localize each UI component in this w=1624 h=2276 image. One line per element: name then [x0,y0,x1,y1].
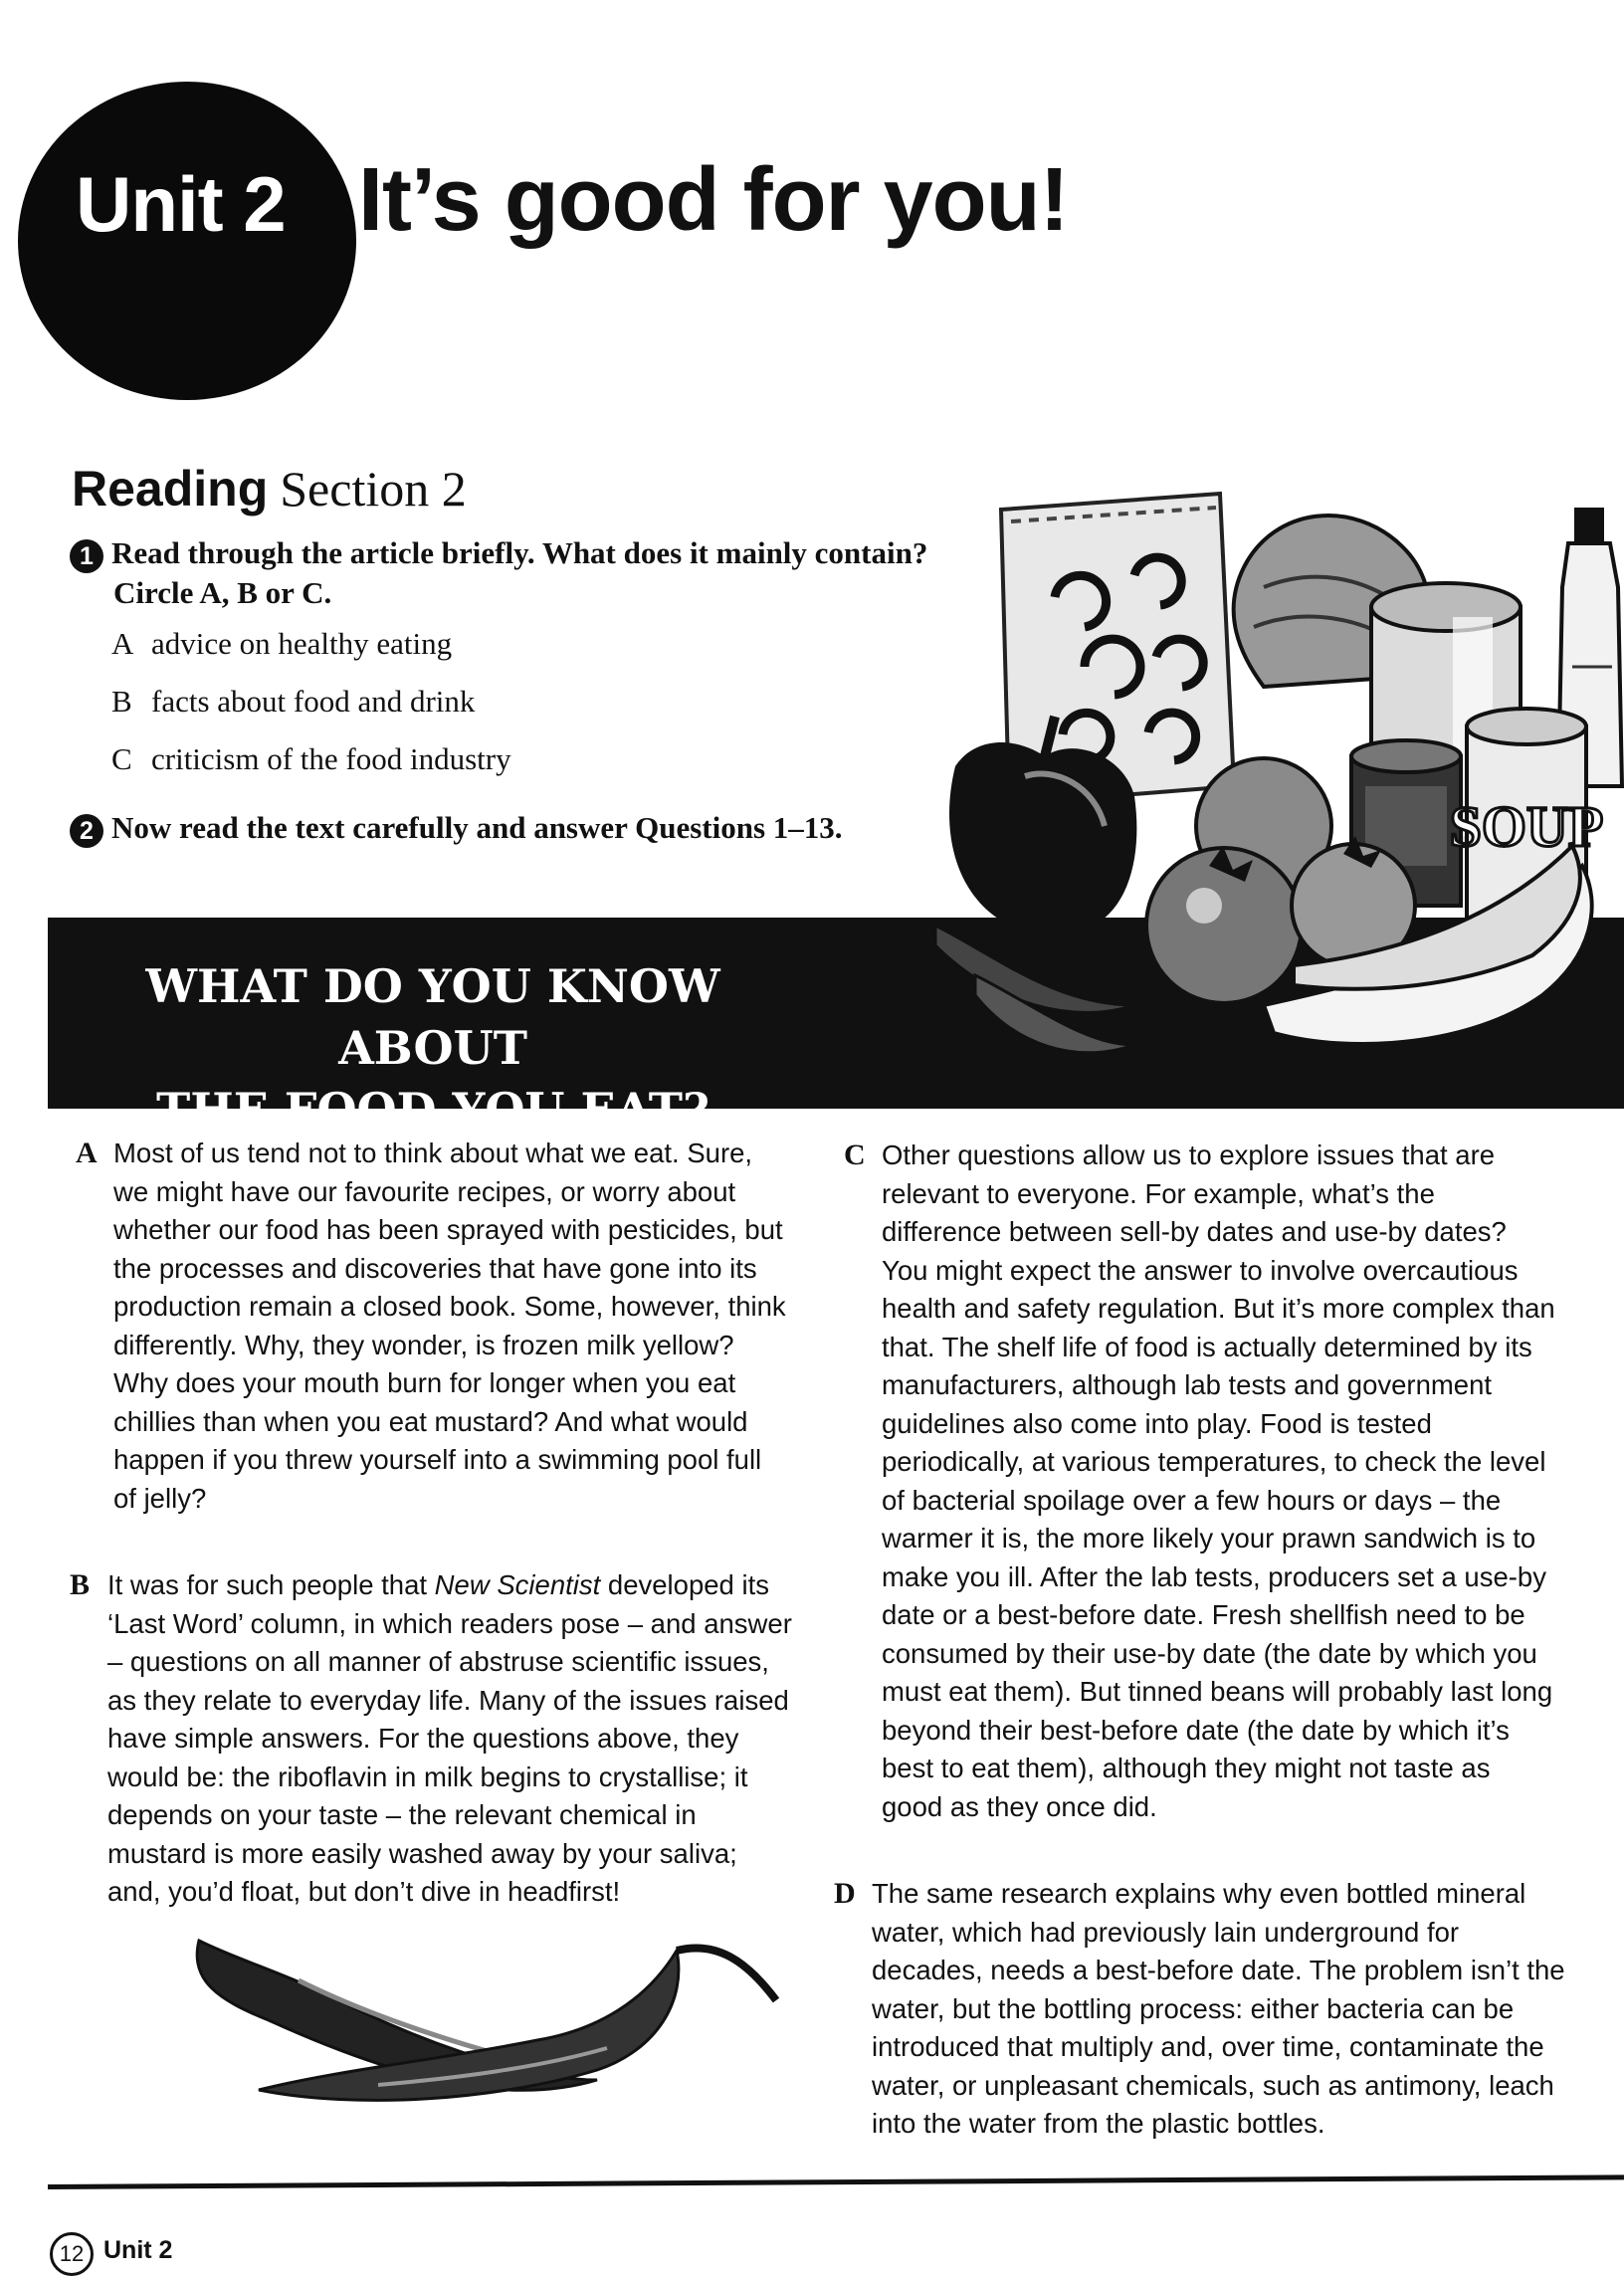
page-title: It’s good for you! [358,150,1069,250]
chilli-illustration [179,1921,796,2120]
paragraph-b [70,1566,794,1912]
unit-label: Unit 2 [76,160,286,248]
section-heading-rest: Section 2 [280,461,467,517]
paragraph-text [107,1569,792,1907]
option-a [111,626,452,662]
section-heading [72,460,467,517]
option-text: facts about food and drink [151,684,476,719]
option-letter: A [111,626,134,661]
paragraph-text-start: It was for such people that [107,1569,435,1600]
option-letter: B [111,684,132,719]
article-title-line2: THE FOOD YOU EAT? [156,1083,710,1137]
soup-label: SOUP [1449,794,1604,859]
instruction-1 [70,533,985,613]
option-text: advice on healthy eating [151,626,453,661]
option-b [111,684,475,720]
article-title [70,955,796,1140]
food-illustration [935,488,1624,1085]
article-title-line1: WHAT DO YOU KNOW ABOUT [145,959,720,1075]
instruction-2 [70,808,843,848]
publication-name: New Scientist [434,1569,601,1600]
option-c [111,741,511,777]
paragraph-a [76,1135,790,1518]
paragraph-text-end: developed its ‘Last Word’ column, in which readers pose – and answer – questions on all manner of abstruse scientific issues, as they relate to everyday life. Many of the issues raised have simple answers. For the questions above, they would be: the riboflavin in milk begins to crystallise; it depends on your taste – the relevant chemical in mustard is more easily washed away by your saliva; and, you’d float, but don’t dive in headfirst! [107,1569,792,1907]
instruction-text: Read through the article briefly. What does it mainly contain? [111,535,928,570]
instruction-text-line2: Circle A, B or C. [113,575,332,610]
paragraph-letter: D [834,1877,856,1910]
paragraph-text: Other questions allow us to explore issues that are relevant to everyone. For example, what’s the difference between sell-by dates and use-by dates? You might expect the answer to involve overcautious health and safety regulation. But it’s more complex than that. The shelf life of food is actually determined by its manufacturers, although lab tests and government guidelines also come into play. Food is tested periodically, at various temperatures, to check the level of bacterial spoilage over a few hours or days – the warmer it is, the more likely your prawn sandwich is to make you ill. After the lab tests, producers set a use-by date or a best-before date. Fresh shellfish need to be consumed by their use-by date (the date by which you must eat them). But tinned beans will probably last long beyond their best-before date (the date by which it’s best to eat them), although they might not taste as good as they once did. [882,1139,1555,1822]
footer-unit-label: Unit 2 [103,2236,173,2264]
instruction-number: 1 [70,539,103,573]
instruction-text: Now read the text carefully and answer Questions 1–13. [111,810,843,845]
option-letter: C [111,741,132,776]
paragraph-c [844,1137,1558,1826]
instruction-number: 2 [70,814,103,848]
paragraph-text: Most of us tend not to think about what we eat. Sure, we might have our favourite recipes, or worry about whether our food has been sprayed with pesticides, but the processes and discoveries that have gone into its production remain a closed book. Some, however, think differently. Why, they wonder, is frozen milk yellow? Why does your mouth burn for longer when you eat chillies than when you eat mustard? And what would happen if you threw yourself into a swimming pool full of jelly? [113,1138,786,1514]
footer-rule [48,2174,1624,2189]
paragraph-letter: B [70,1568,91,1601]
paragraph-letter: C [844,1138,866,1171]
section-heading-bold: Reading [72,461,269,517]
chilli-icon [935,926,1134,1053]
option-text: criticism of the food industry [151,741,511,776]
page-number: 12 [50,2232,94,2276]
paragraph-text: The same research explains why even bottled mineral water, which had previously lain underground for decades, needs a best-before date. The problem isn’t the water, but the bottling process: either bacteria can be introduced that multiply and, over time, contaminate the water, or unpleasant chemicals, such as antimony, leach into the water from the plastic bottles. [872,1878,1565,2139]
paragraph-d [834,1875,1568,2144]
paragraph-letter: A [76,1137,98,1169]
